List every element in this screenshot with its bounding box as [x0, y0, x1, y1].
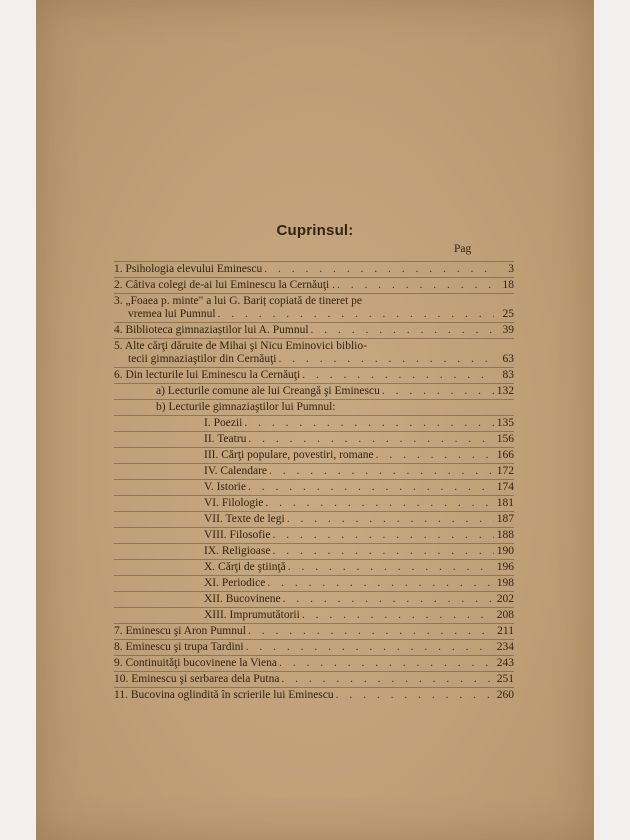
toc-subsubentry: XIII. Imprumutătorii . . . 208 — [114, 609, 514, 622]
toc-entry-continuation: vremea lui Pumnul . . . 25 — [114, 308, 514, 321]
toc-entry: 9. Continuităţi bucovinene la Viena . . . 243 — [114, 657, 514, 670]
toc-entry: 6. Din lecturile lui Eminescu la Cernăuţi . . . 83 — [114, 369, 514, 382]
divider — [114, 527, 514, 528]
toc-subentry: b) Lecturile gimnaziaştilor lui Pumnul: — [156, 401, 336, 413]
toc-subsubentry: II. Teatru . . . 156 — [114, 433, 514, 446]
toc-subsubentry: IV. Calendare . . . 172 — [114, 465, 514, 478]
toc-entry: 11. Bucovina oglindită în scrierile lui Eminescu . . . 260 — [114, 689, 514, 702]
divider — [114, 575, 514, 576]
divider — [114, 367, 514, 368]
toc-entry: 4. Biblioteca gimnaziaștilor lui A. Pumnul . . . 39 — [114, 324, 514, 337]
divider — [114, 293, 514, 294]
divider — [114, 559, 514, 560]
toc-subsubentry: V. Istorie . . . 174 — [114, 481, 514, 494]
divider — [114, 655, 514, 656]
toc-subsubentry: IX. Religioase . . . 190 — [114, 545, 514, 558]
toc-entry: 10. Eminescu şi serbarea dela Putna . . . 251 — [114, 673, 514, 686]
divider — [114, 338, 514, 339]
divider — [114, 431, 514, 432]
divider — [114, 447, 514, 448]
toc-subsubentry: XII. Bucovinene . . . 202 — [114, 593, 514, 606]
toc-subsubentry: VI. Filologie . . . 181 — [114, 497, 514, 510]
table-of-contents — [114, 260, 514, 702]
toc-entry: 1. Psihologia elevului Eminescu . . . 3 — [114, 263, 514, 276]
divider — [114, 495, 514, 496]
toc-entry: 7. Eminescu şi Aron Pumnul . . . 211 — [114, 625, 514, 638]
divider — [114, 607, 514, 608]
divider — [114, 399, 514, 400]
toc-entry: 8. Eminescu şi trupa Tardini . . . 234 — [114, 641, 514, 654]
divider — [114, 687, 514, 688]
toc-subsubentry: XI. Periodice . . . 198 — [114, 577, 514, 590]
divider — [114, 322, 514, 323]
toc-subsubentry: VIII. Filosofie . . . 188 — [114, 529, 514, 542]
divider — [114, 511, 514, 512]
toc-subsubentry: X. Cărţi de ştiinţă . . . 196 — [114, 561, 514, 574]
divider — [114, 261, 514, 262]
divider — [114, 671, 514, 672]
divider — [114, 415, 514, 416]
divider — [114, 639, 514, 640]
divider — [114, 463, 514, 464]
page-column-header: Pag — [454, 243, 472, 255]
divider — [114, 479, 514, 480]
toc-entry: 5. Alte cărţi dăruite de Mihai şi Nicu Eminovici biblio- — [114, 340, 367, 352]
divider — [114, 383, 514, 384]
book-page — [36, 0, 594, 840]
toc-subsubentry: VII. Texte de legi . . . 187 — [114, 513, 514, 526]
toc-entry-continuation: tecii gimnaziaştilor din Cernăuţi . . . 63 — [114, 353, 514, 366]
toc-subsubentry: III. Cărţi populare, povestiri, romane . . . 166 — [114, 449, 514, 462]
divider — [114, 623, 514, 624]
divider — [114, 591, 514, 592]
toc-subsubentry: I. Poezii . . . 135 — [114, 417, 514, 430]
divider — [114, 277, 514, 278]
divider — [114, 543, 514, 544]
toc-entry: 2. Câtiva colegi de-ai lui Eminescu la Cernăuţi . . . . 18 — [114, 279, 514, 292]
page-title: Cuprinsul: — [276, 222, 354, 239]
toc-entry: 3. „Foaea p. minte" a lui G. Bariț copiată de tineret pe — [114, 295, 363, 307]
toc-subentry: a) Lecturile comune ale lui Creangă şi Eminescu . . . 132 — [114, 385, 514, 398]
